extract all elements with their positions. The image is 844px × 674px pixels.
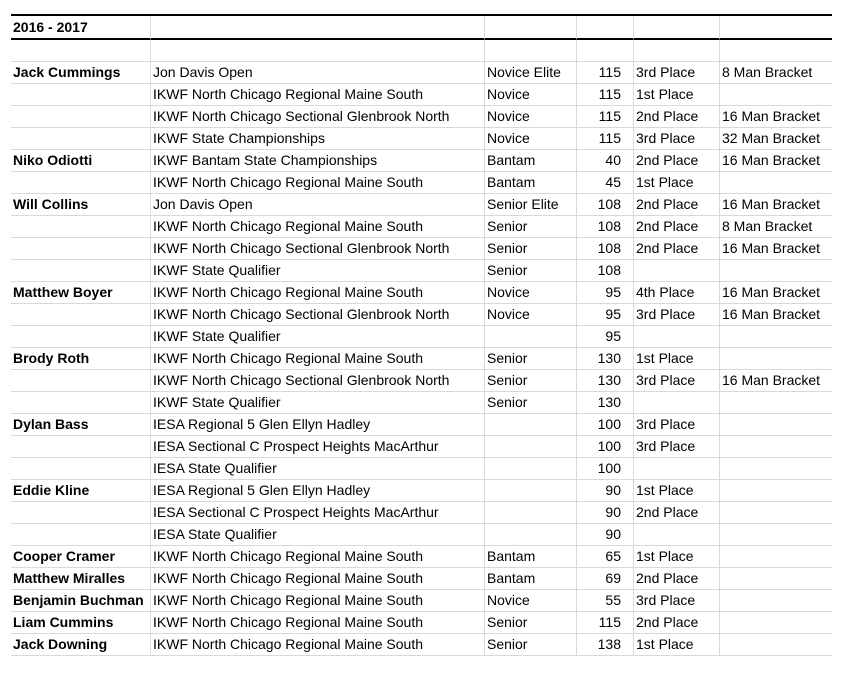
event-cell: Jon Davis Open — [151, 62, 485, 84]
bracket-cell: 16 Man Bracket — [720, 304, 832, 326]
bracket-cell — [720, 172, 832, 194]
event-cell: IKWF North Chicago Sectional Glenbrook North — [151, 238, 485, 260]
bracket-cell — [720, 458, 832, 480]
weight-cell: 108 — [577, 238, 634, 260]
division-cell: Bantam — [485, 150, 577, 172]
wrestler-name-cell — [11, 370, 151, 392]
bracket-cell — [720, 260, 832, 282]
placement-cell: 3rd Place — [634, 370, 720, 392]
weight-cell: 108 — [577, 260, 634, 282]
placement-cell: 3rd Place — [634, 304, 720, 326]
event-cell: IESA Regional 5 Glen Ellyn Hadley — [151, 414, 485, 436]
weight-cell: 90 — [577, 480, 634, 502]
bracket-cell — [720, 414, 832, 436]
bracket-cell — [720, 634, 832, 656]
division-cell: Novice — [485, 84, 577, 106]
weight-cell: 130 — [577, 370, 634, 392]
event-cell: IKWF North Chicago Regional Maine South — [151, 348, 485, 370]
table-row — [11, 150, 832, 172]
table-row — [11, 392, 832, 414]
division-cell: Senior Elite — [485, 194, 577, 216]
event-cell: IESA State Qualifier — [151, 524, 485, 546]
table-row — [11, 480, 832, 502]
empty-cell — [11, 40, 151, 62]
table-row — [11, 216, 832, 238]
event-cell: IKWF North Chicago Regional Maine South — [151, 590, 485, 612]
weight-cell: 100 — [577, 414, 634, 436]
event-cell: IKWF North Chicago Regional Maine South — [151, 546, 485, 568]
event-cell: IESA Regional 5 Glen Ellyn Hadley — [151, 480, 485, 502]
header-cell — [577, 16, 634, 40]
header-cell — [634, 16, 720, 40]
wrestler-name-cell — [11, 502, 151, 524]
weight-cell: 69 — [577, 568, 634, 590]
wrestler-name-cell: Dylan Bass — [11, 414, 151, 436]
placement-cell: 2nd Place — [634, 150, 720, 172]
bracket-cell — [720, 392, 832, 414]
weight-cell: 40 — [577, 150, 634, 172]
table-row — [11, 106, 832, 128]
event-cell: IKWF State Qualifier — [151, 260, 485, 282]
table-row — [11, 590, 832, 612]
placement-cell — [634, 458, 720, 480]
weight-cell: 130 — [577, 348, 634, 370]
placement-cell: 1st Place — [634, 172, 720, 194]
weight-cell: 100 — [577, 458, 634, 480]
division-cell: Senior — [485, 348, 577, 370]
division-cell — [485, 326, 577, 348]
table-row — [11, 172, 832, 194]
division-cell — [485, 436, 577, 458]
wrestler-name-cell: Will Collins — [11, 194, 151, 216]
weight-cell: 90 — [577, 502, 634, 524]
placement-cell — [634, 260, 720, 282]
division-cell: Senior — [485, 634, 577, 656]
placement-cell: 2nd Place — [634, 194, 720, 216]
bracket-cell — [720, 524, 832, 546]
wrestler-name-cell — [11, 524, 151, 546]
weight-cell: 95 — [577, 326, 634, 348]
event-cell: IKWF State Qualifier — [151, 326, 485, 348]
bracket-cell — [720, 348, 832, 370]
empty-cell — [151, 40, 485, 62]
event-cell: IKWF North Chicago Regional Maine South — [151, 612, 485, 634]
wrestler-name-cell: Liam Cummins — [11, 612, 151, 634]
division-cell: Bantam — [485, 568, 577, 590]
table-row — [11, 546, 832, 568]
table-row — [11, 260, 832, 282]
division-cell — [485, 480, 577, 502]
table-row — [11, 128, 832, 150]
placement-cell: 3rd Place — [634, 590, 720, 612]
wrestler-name-cell — [11, 128, 151, 150]
table-row — [11, 414, 832, 436]
placement-cell: 4th Place — [634, 282, 720, 304]
table-row — [11, 304, 832, 326]
header-cell — [151, 16, 485, 40]
weight-cell: 95 — [577, 304, 634, 326]
wrestler-name-cell — [11, 436, 151, 458]
wrestler-name-cell — [11, 260, 151, 282]
bracket-cell — [720, 546, 832, 568]
placement-cell — [634, 326, 720, 348]
bracket-cell: 16 Man Bracket — [720, 150, 832, 172]
table-row — [11, 194, 832, 216]
weight-cell: 100 — [577, 436, 634, 458]
table-row — [11, 348, 832, 370]
weight-cell: 115 — [577, 612, 634, 634]
results-table — [11, 14, 832, 656]
weight-cell: 115 — [577, 62, 634, 84]
placement-cell: 1st Place — [634, 480, 720, 502]
header-cell — [485, 16, 577, 40]
placement-cell: 1st Place — [634, 84, 720, 106]
division-cell: Senior — [485, 612, 577, 634]
table-row — [11, 84, 832, 106]
placement-cell: 1st Place — [634, 634, 720, 656]
table-row — [11, 634, 832, 656]
empty-cell — [485, 40, 577, 62]
division-cell: Novice — [485, 128, 577, 150]
wrestler-name-cell: Brody Roth — [11, 348, 151, 370]
wrestler-name-cell — [11, 216, 151, 238]
placement-cell: 3rd Place — [634, 128, 720, 150]
division-cell — [485, 502, 577, 524]
division-cell: Novice — [485, 590, 577, 612]
event-cell: IKWF North Chicago Regional Maine South — [151, 634, 485, 656]
wrestler-name-cell — [11, 238, 151, 260]
wrestler-name-cell: Cooper Cramer — [11, 546, 151, 568]
division-cell: Senior — [485, 392, 577, 414]
placement-cell: 3rd Place — [634, 414, 720, 436]
division-cell: Senior — [485, 260, 577, 282]
table-row — [11, 238, 832, 260]
weight-cell: 115 — [577, 128, 634, 150]
placement-cell — [634, 392, 720, 414]
wrestler-name-cell — [11, 84, 151, 106]
bracket-cell: 16 Man Bracket — [720, 238, 832, 260]
table-row — [11, 326, 832, 348]
bracket-cell — [720, 502, 832, 524]
header-cell — [720, 16, 832, 40]
placement-cell: 1st Place — [634, 546, 720, 568]
event-cell: IKWF North Chicago Sectional Glenbrook North — [151, 106, 485, 128]
division-cell: Bantam — [485, 546, 577, 568]
spacer-row — [11, 40, 832, 62]
event-cell: IESA State Qualifier — [151, 458, 485, 480]
bracket-cell: 16 Man Bracket — [720, 106, 832, 128]
weight-cell: 115 — [577, 84, 634, 106]
event-cell: IKWF North Chicago Sectional Glenbrook North — [151, 304, 485, 326]
event-cell: IKWF North Chicago Regional Maine South — [151, 172, 485, 194]
bracket-cell: 16 Man Bracket — [720, 194, 832, 216]
division-cell — [485, 458, 577, 480]
wrestler-name-cell — [11, 458, 151, 480]
table-row — [11, 524, 832, 546]
division-cell: Novice — [485, 304, 577, 326]
wrestler-name-cell: Niko Odiotti — [11, 150, 151, 172]
event-cell: IKWF North Chicago Regional Maine South — [151, 568, 485, 590]
placement-cell: 2nd Place — [634, 568, 720, 590]
event-cell: IKWF Bantam State Championships — [151, 150, 485, 172]
placement-cell: 2nd Place — [634, 106, 720, 128]
table-row — [11, 612, 832, 634]
weight-cell: 55 — [577, 590, 634, 612]
bracket-cell — [720, 84, 832, 106]
weight-cell: 95 — [577, 282, 634, 304]
division-cell: Senior — [485, 238, 577, 260]
bracket-cell — [720, 590, 832, 612]
table-row — [11, 62, 832, 84]
placement-cell: 3rd Place — [634, 62, 720, 84]
placement-cell: 1st Place — [634, 348, 720, 370]
wrestler-name-cell — [11, 106, 151, 128]
bracket-cell — [720, 612, 832, 634]
bracket-cell — [720, 480, 832, 502]
table-row — [11, 502, 832, 524]
wrestler-name-cell — [11, 304, 151, 326]
table-row — [11, 458, 832, 480]
table-row — [11, 436, 832, 458]
placement-cell: 2nd Place — [634, 612, 720, 634]
bracket-cell: 8 Man Bracket — [720, 62, 832, 84]
weight-cell: 108 — [577, 194, 634, 216]
event-cell: IESA Sectional C Prospect Heights MacArthur — [151, 502, 485, 524]
wrestler-name-cell — [11, 172, 151, 194]
bracket-cell — [720, 436, 832, 458]
weight-cell: 115 — [577, 106, 634, 128]
bracket-cell — [720, 326, 832, 348]
placement-cell — [634, 524, 720, 546]
wrestler-name-cell: Jack Cummings — [11, 62, 151, 84]
bracket-cell: 16 Man Bracket — [720, 370, 832, 392]
weight-cell: 45 — [577, 172, 634, 194]
division-cell — [485, 524, 577, 546]
event-cell: IESA Sectional C Prospect Heights MacArthur — [151, 436, 485, 458]
division-cell: Senior — [485, 370, 577, 392]
wrestler-name-cell: Matthew Miralles — [11, 568, 151, 590]
division-cell: Bantam — [485, 172, 577, 194]
weight-cell: 138 — [577, 634, 634, 656]
division-cell: Novice Elite — [485, 62, 577, 84]
event-cell: IKWF North Chicago Sectional Glenbrook North — [151, 370, 485, 392]
placement-cell: 2nd Place — [634, 502, 720, 524]
empty-cell — [577, 40, 634, 62]
weight-cell: 65 — [577, 546, 634, 568]
wrestler-name-cell — [11, 392, 151, 414]
empty-cell — [720, 40, 832, 62]
wrestler-name-cell — [11, 326, 151, 348]
table-row — [11, 568, 832, 590]
wrestler-name-cell: Jack Downing — [11, 634, 151, 656]
event-cell: IKWF North Chicago Regional Maine South — [151, 282, 485, 304]
event-cell: IKWF North Chicago Regional Maine South — [151, 84, 485, 106]
weight-cell: 130 — [577, 392, 634, 414]
weight-cell: 108 — [577, 216, 634, 238]
weight-cell: 90 — [577, 524, 634, 546]
table-row — [11, 370, 832, 392]
event-cell: Jon Davis Open — [151, 194, 485, 216]
division-cell — [485, 414, 577, 436]
placement-cell: 3rd Place — [634, 436, 720, 458]
bracket-cell: 16 Man Bracket — [720, 282, 832, 304]
empty-cell — [634, 40, 720, 62]
season-header-row — [11, 14, 832, 40]
event-cell: IKWF North Chicago Regional Maine South — [151, 216, 485, 238]
bracket-cell — [720, 568, 832, 590]
placement-cell: 2nd Place — [634, 238, 720, 260]
division-cell: Senior — [485, 216, 577, 238]
event-cell: IKWF State Qualifier — [151, 392, 485, 414]
season-title: 2016 - 2017 — [11, 16, 151, 40]
bracket-cell: 8 Man Bracket — [720, 216, 832, 238]
division-cell: Novice — [485, 106, 577, 128]
table-row — [11, 282, 832, 304]
wrestler-name-cell: Benjamin Buchman — [11, 590, 151, 612]
table-body — [11, 62, 832, 656]
event-cell: IKWF State Championships — [151, 128, 485, 150]
wrestler-name-cell: Matthew Boyer — [11, 282, 151, 304]
placement-cell: 2nd Place — [634, 216, 720, 238]
division-cell: Novice — [485, 282, 577, 304]
wrestler-name-cell: Eddie Kline — [11, 480, 151, 502]
bracket-cell: 32 Man Bracket — [720, 128, 832, 150]
